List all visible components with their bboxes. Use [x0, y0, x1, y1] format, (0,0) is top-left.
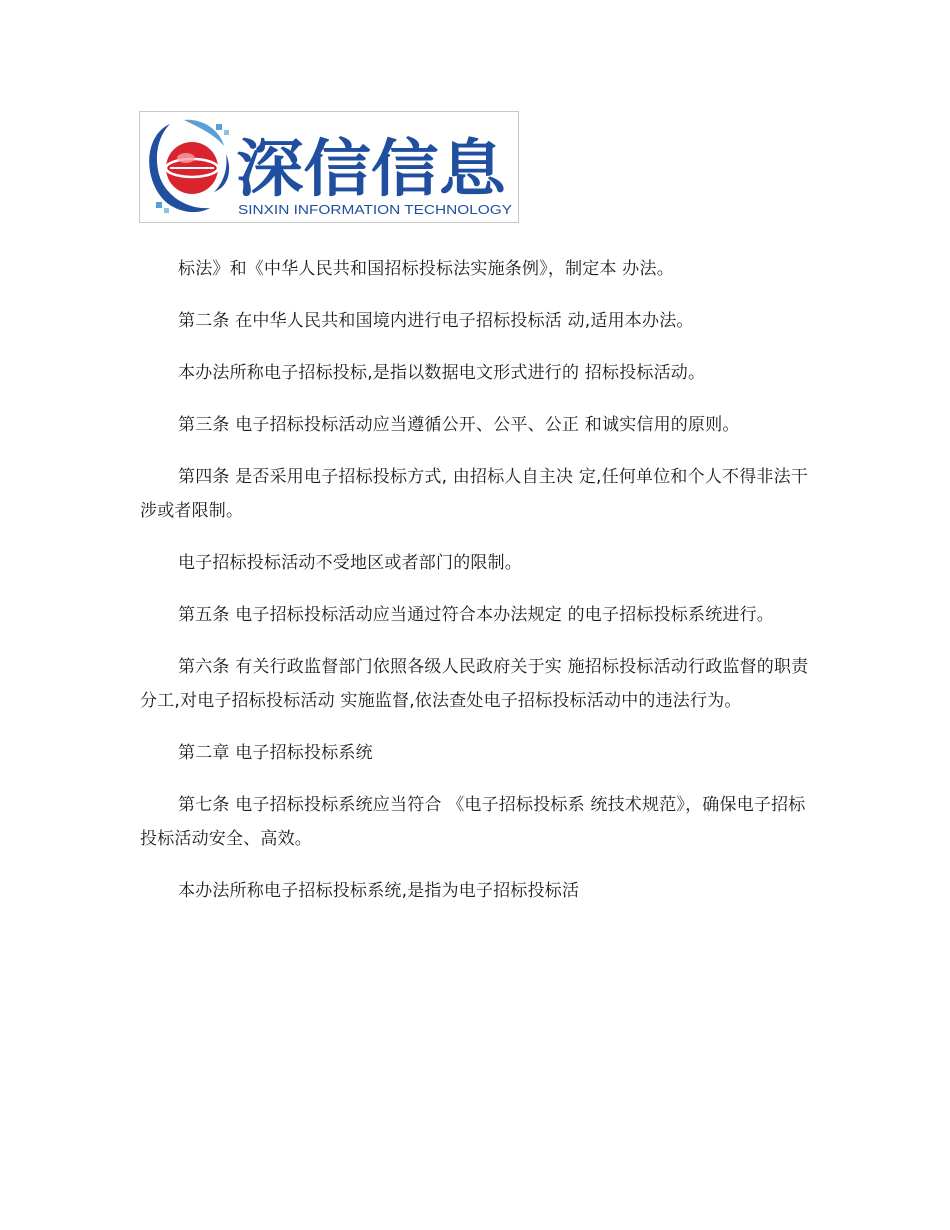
paragraph: 本办法所称电子招标投标,是指以数据电文形式进行的 招标投标活动。 — [178, 363, 706, 383]
paragraph: 第四条 是否采用电子招标投标方式, 由招标人自主决 定,任何单位和个人不得非法干涉或者限制。 — [140, 467, 809, 521]
paragraph: 第五条 电子招标投标活动应当通过符合本办法规定 的电子招标投标系统进行。 — [178, 605, 775, 625]
paragraph: 电子招标投标活动不受地区或者部门的限制。 — [178, 553, 522, 573]
paragraph: 第六条 有关行政监督部门依照各级人民政府关于实 施招标投标活动行政监督的职责分工,对电子招标投标活动 实施监督,依法查处电子招标投标活动中的违法行为。 — [140, 657, 809, 711]
paragraph: 第七条 电子招标投标系统应当符合 《电子招标投标系 统技术规范》，确保电子招标投标活动安全、高效。 — [140, 795, 806, 849]
company-logo — [139, 111, 519, 223]
logo-english-name: SINXIN INFORMATION TECHNOLOGY — [238, 202, 513, 217]
chapter-heading: 第二章 电子招标投标系统 — [178, 743, 373, 763]
paragraph: 标法》和《中华人民共和国招标投标法实施条例》，制定本 办法。 — [178, 259, 674, 279]
paragraph: 第三条 电子招标投标活动应当遵循公开、公平、公正 和诚实信用的原则。 — [178, 415, 740, 435]
logo-graphic — [140, 112, 518, 222]
logo-chinese-name: 深信信息 — [236, 132, 508, 205]
paragraph: 第二条 在中华人民共和国境内进行电子招标投标活 动,适用本办法。 — [178, 311, 694, 331]
paragraph: 本办法所称电子招标投标系统,是指为电子招标投标活 — [178, 881, 580, 901]
document-body — [140, 252, 812, 926]
globe-emblem-icon — [149, 120, 229, 213]
